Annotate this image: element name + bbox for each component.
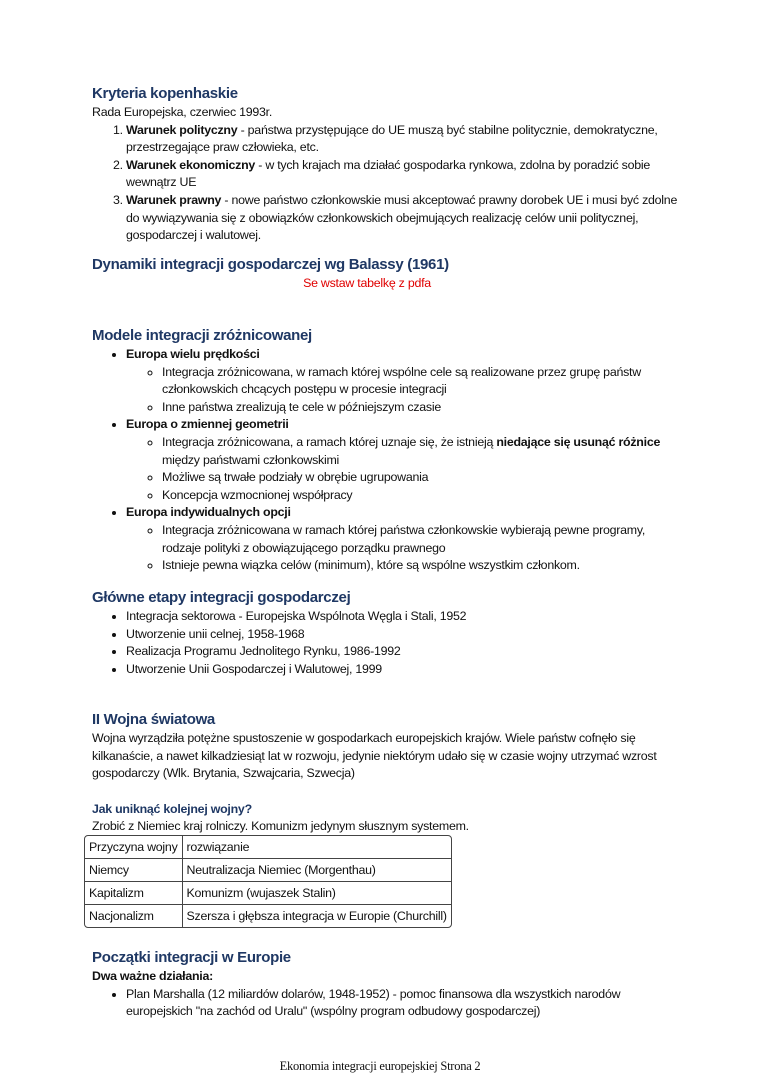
bold-text: niedające się usunąć różnice: [496, 434, 661, 449]
heading: Główne etapy integracji gospodarczej: [92, 589, 351, 606]
cell: Szersza i głębsza integracja w Europie (Churchill): [186, 908, 447, 923]
list-item: [126, 192, 682, 245]
heading: Dynamiki integracji gospodarczej wg Balassy (1961): [92, 256, 449, 273]
list-item: • Utworzenie Unii Gospodarczej i Walutowej, 1999: [126, 661, 682, 679]
sub-item: ◦ Możliwe są trwałe podziały w obrębie ugrupowania: [162, 469, 682, 487]
section-wojna: [89, 710, 682, 928]
cell: Niemcy: [85, 859, 183, 882]
term: Warunek ekonomiczny: [126, 157, 256, 172]
list-item: • Utworzenie unii celnej, 1958-1968: [126, 626, 682, 644]
list-item: • Plan Marshalla (12 miliardów dolarów, 1948-1952) - pomoc finansowa dla wszystkich narodów europejskich "na zachód od Uralu" (wspólny program odbudowy gospodarczej): [126, 986, 682, 1021]
list-item: [126, 504, 682, 574]
table-row: [85, 905, 451, 927]
cell: Komunizm (wujaszek Stalin): [183, 882, 451, 905]
criteria-list: [92, 122, 682, 245]
sub-item: ◦ Koncepcja wzmocnionej współpracy: [162, 487, 682, 505]
list-item: • Realizacja Programu Jednolitego Rynku, 1986-1992: [126, 643, 682, 661]
text: Integracja zróżnicowana, a ramach której uznaje się, że istnieją: [162, 434, 497, 449]
heading: Początki integracji w Europie: [92, 949, 291, 966]
cell: Neutralizacja Niemiec (Morgenthau): [183, 859, 451, 882]
sub-item: ◦ Istnieje pewna wiązka celów (minimum), które są wspólne wszystkim członkom.: [162, 557, 682, 575]
heading: Modele integracji zróżnicowanej: [92, 327, 312, 344]
list-item: [126, 122, 682, 157]
header-cell: Przyczyna wojny: [85, 836, 183, 859]
cell: Kapitalizm: [85, 882, 183, 905]
section-etapy: [92, 588, 682, 678]
sub-item: ◦ Integracja zróżnicowana w ramach której państwa członkowskie wybierają pewne programy, rodzaje polityki z obowiązującego porządku prawnego: [162, 522, 682, 557]
cell: Nacjonalizm: [85, 905, 183, 927]
term: Warunek polityczny: [126, 122, 238, 137]
models-list: [92, 346, 682, 575]
sub-item: ◦ Integracja zróżnicowana, w ramach której wspólne cele są realizowane przez grupę państw członkowskich chcących postępu w procesie integracji: [162, 364, 682, 399]
label: Europa wielu prędkości: [126, 347, 260, 361]
desc: - w tych krajach ma działać gospodarka rynkowa, zdolna by poradzić sobie wewnątrz UE: [126, 157, 651, 190]
list-item: [126, 416, 682, 504]
list-item: [126, 346, 682, 416]
paragraph: Zrobić z Niemiec kraj rolniczy. Komunizm jedynym słusznym systemem.: [92, 818, 469, 833]
sub-item: [162, 434, 682, 469]
label: Europa indywidualnych opcji: [126, 505, 291, 520]
desc: - nowe państwo członkowskie musi akceptować prawny dorobek UE i musi być zdolne do wywiązywania się z obowiązków członkowskich obejmujących realizację celów unii politycznej, gospodarczej i walutowej.: [126, 192, 678, 243]
section-dynamiki: [92, 255, 682, 290]
actions-list: [92, 986, 682, 1021]
war-causes-table: [84, 835, 452, 928]
section-kryteria: [92, 84, 682, 245]
desc: - państwa przystępujące do UE muszą być stabilne politycznie, demokratyczne, przestrzegające praw człowieka, etc.: [126, 122, 658, 155]
stages-list: [92, 608, 682, 678]
table-row: [85, 859, 451, 882]
paragraph: Wojna wyrządziła potężne spustoszenie w gospodarkach europejskich krajów. Wiele państw cofnęło się kilkanaście, a nawet kilkadziesiąt lat w rozwoju, jedynie niektórym udało się w czasie wojny utrzymać wzrost gospodarczy (Wlk. Brytania, Szwajcaria, Szwecja): [92, 731, 657, 781]
sub-item: ◦ Inne państwa zrealizują te cele w późniejszym czasie: [162, 399, 682, 417]
subheading: Jak uniknąć kolejnej wojny?: [92, 801, 252, 816]
table-row: [85, 882, 451, 905]
text: między państwami członkowskimi: [162, 452, 340, 467]
section-modele: [92, 326, 682, 575]
subtitle: Dwa ważne działania:: [92, 969, 214, 983]
term: Warunek prawny: [126, 192, 222, 207]
heading: II Wojna światowa: [92, 711, 215, 728]
subtitle: Rada Europejska, czerwiec 1993r.: [92, 105, 273, 119]
table-header-row: [85, 836, 451, 859]
label: Europa o zmiennej geometrii: [126, 417, 289, 432]
header-cell: rozwiązanie: [183, 836, 451, 859]
list-item: [126, 157, 682, 192]
page-footer: Ekonomia integracji europejskiej Strona 2: [279, 1059, 481, 1073]
heading: Kryteria kopenhaskie: [92, 85, 238, 102]
list-item: • Integracja sektorowa - Europejska Wspólnota Węgla i Stali, 1952: [126, 608, 682, 626]
section-poczatki: [92, 948, 682, 1021]
note: Se wstaw tabelkę z pdfa: [303, 276, 431, 290]
